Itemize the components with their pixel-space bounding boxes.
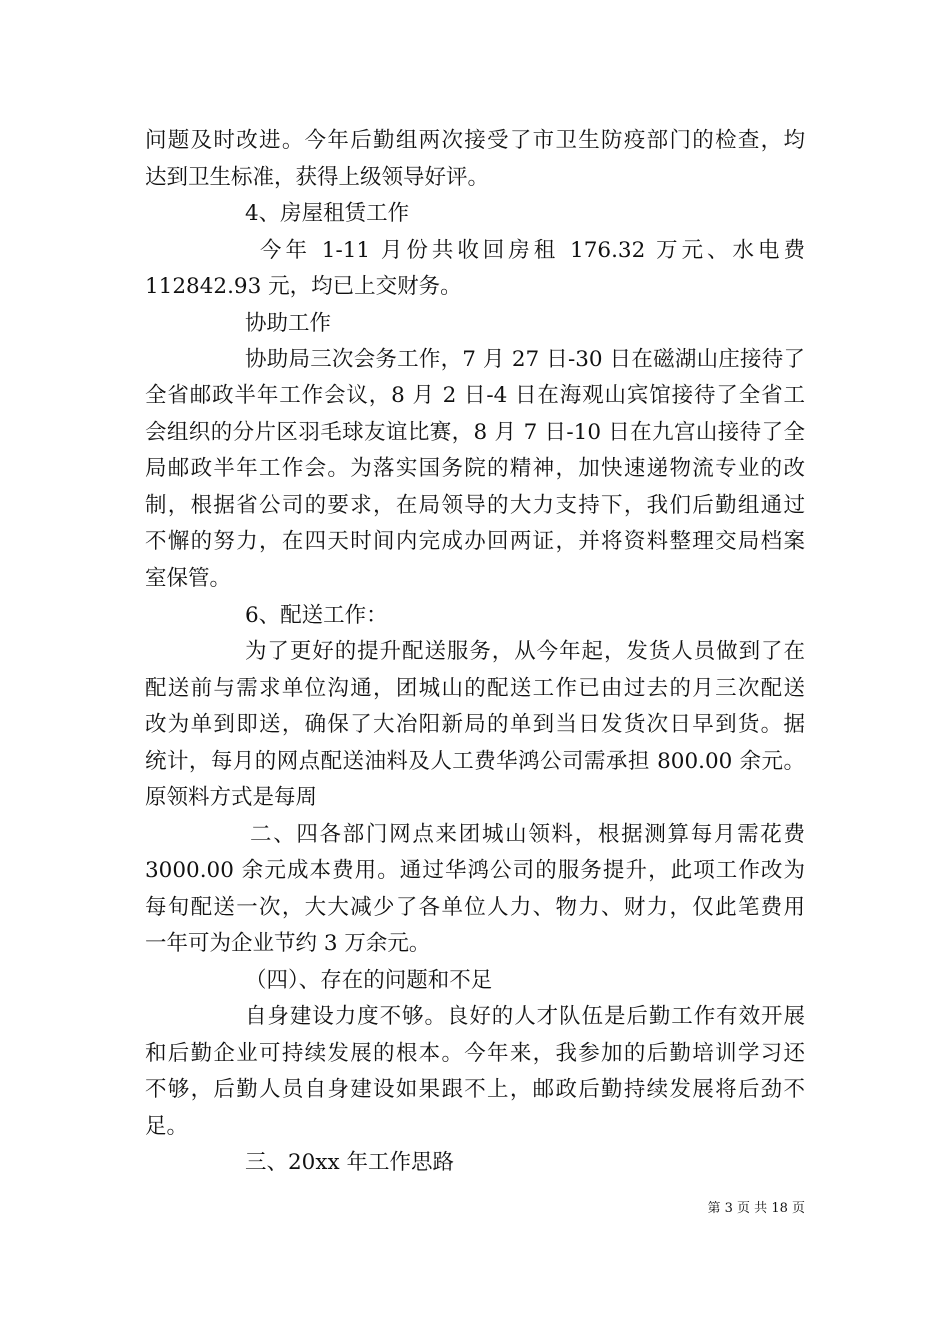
text-line: 统计，每月的网点配送油料及人工费华鸿公司需承担 800.00 余元。 — [145, 749, 805, 774]
text-line: 3000.00 余元成本费用。通过华鸿公司的服务提升，此项工作改为 — [145, 858, 805, 883]
section-heading: （四）、存在的问题和不足 — [245, 968, 493, 993]
text-line: 制，根据省公司的要求，在局领导的大力支持下，我们后勤组通过 — [145, 493, 805, 518]
text-line: 不懈的努力，在四天时间内完成办回两证，并将资料整理交局档案 — [145, 529, 805, 554]
section-heading: 三、20xx 年工作思路 — [245, 1150, 454, 1175]
text-line: 今年 1-11 月份共收回房租 176.32 万元、水电费 — [260, 238, 805, 263]
text-line: 协助局三次会务工作，7 月 27 日-30 日在磁湖山庄接待了 — [245, 347, 805, 372]
text-line: 局邮政半年工作会。为落实国务院的精神，加快速递物流专业的改 — [145, 456, 805, 481]
text-line: 自身建设力度不够。良好的人才队伍是后勤工作有效开展 — [245, 1004, 805, 1029]
text-line: 不够，后勤人员自身建设如果跟不上，邮政后勤持续发展将后劲不 — [145, 1077, 805, 1102]
text-line: 改为单到即送，确保了大冶阳新局的单到当日发货次日早到货。据 — [145, 712, 805, 737]
text-line: 足。 — [145, 1114, 189, 1139]
text-line: 达到卫生标准，获得上级领导好评。 — [145, 165, 490, 190]
text-line: 原领料方式是每周 — [145, 785, 318, 810]
text-line: 每旬配送一次，大大减少了各单位人力、物力、财力，仅此笔费用 — [145, 895, 805, 920]
section-heading: 6、配送工作： — [245, 603, 388, 628]
text-line: 室保管。 — [145, 566, 232, 591]
text-line: 和后勤企业可持续发展的根本。今年来，我参加的后勤培训学习还 — [145, 1041, 805, 1066]
text-line: 一年可为企业节约 3 万余元。 — [145, 931, 431, 956]
section-heading: 协助工作 — [245, 311, 332, 336]
section-heading: 4、房屋租赁工作 — [245, 201, 410, 226]
text-line: 112842.93 元，均已上交财务。 — [145, 274, 462, 299]
page-number: 第 3 页 共 18 页 — [707, 1201, 805, 1216]
text-line: 会组织的分片区羽毛球友谊比赛，8 月 7 日-10 日在九宫山接待了全 — [145, 420, 805, 445]
text-line: 全省邮政半年工作会议，8 月 2 日-4 日在海观山宾馆接待了全省工 — [145, 383, 805, 408]
text-line: 为了更好的提升配送服务，从今年起，发货人员做到了在 — [245, 639, 805, 664]
text-line: 二、四各部门网点来团城山领料，根据测算每月需花费 — [250, 822, 805, 847]
text-line: 配送前与需求单位沟通，团城山的配送工作已由过去的月三次配送 — [145, 676, 805, 701]
text-line: 问题及时改进。今年后勤组两次接受了市卫生防疫部门的检查，均 — [145, 128, 805, 153]
